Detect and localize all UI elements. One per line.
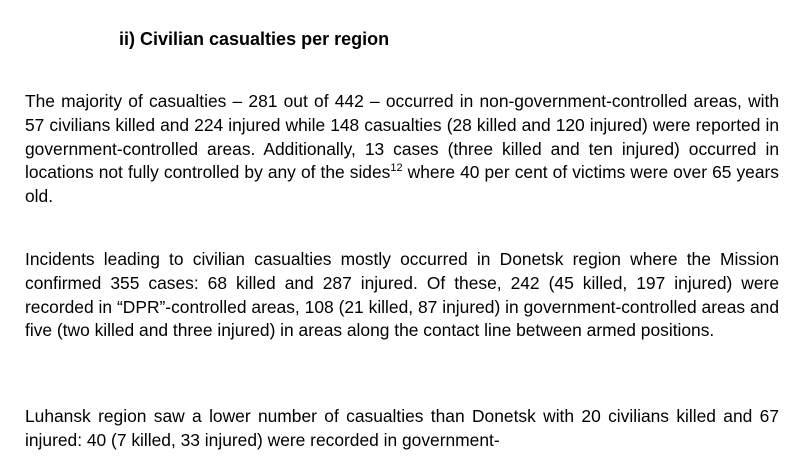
footnote-reference[interactable]: 12 <box>390 162 403 175</box>
paragraph-casualties-by-control <box>25 90 779 209</box>
paragraph-text: Incidents leading to civilian casualties mostly occurred in Donetsk region where the Mission confirmed 355 cases: 68 killed and 287 injured. Of these, 242 (45 killed, 197 injured) were recorded in “DPR”-controlled areas, 108 (21 killed, 87 injured) in government-controlled areas and five (two killed and three injured) in areas along the contact line between armed positions. <box>25 249 779 341</box>
section-heading: ii) Civilian casualties per region <box>119 29 390 49</box>
paragraph-text: The majority of casualties – 281 out of 442 – occurred in non-government-controlled areas, with 57 civilians killed and 224 injured while 148 casualties (28 killed and 120 injured) were reported in government-controlled areas. Additionally, 13 cases (three killed and ten injured) occurred in locations not fully controlled by any of the sides <box>25 91 779 183</box>
paragraph-donetsk-region <box>25 248 779 343</box>
paragraph-text-continued: where 40 per cent of victims were over 65 years old. <box>25 162 780 207</box>
paragraph-text: Luhansk region saw a lower number of casualties than Donetsk with 20 civilians killed and 67 injured: 40 (7 killed, 33 injured) were recorded in government- <box>25 406 779 450</box>
paragraph-luhansk-region <box>25 405 779 453</box>
